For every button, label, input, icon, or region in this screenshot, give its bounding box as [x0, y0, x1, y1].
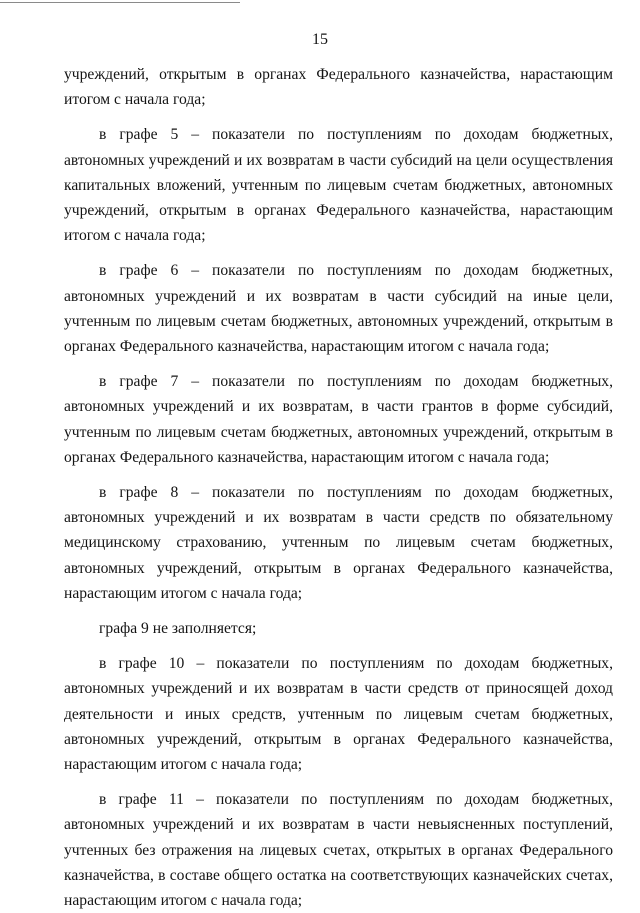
paragraph-column-9: графа 9 не заполняется; [99, 620, 257, 638]
paragraph-continuation: учреждений, открытым в органах Федерального казначейства, нарастающим итогом с начала года; [64, 66, 613, 109]
paragraph-column-11: в графе 11 – показатели по поступлениям по доходам бюджетных, автономных учреждений и их возвратам в части невыясненных поступлений, учтенных без отражения на лицевых счетах, открытых в органах Федерального казначейства, в составе общего остатка на соответствующих казначейских счетах, нарастающим итогом с начала года; [64, 791, 613, 910]
paragraph-column-6: в графе 6 – показатели по поступлениям по доходам бюджетных, автономных учреждений и их возвратам в части субсидий на иные цели, учтенным по лицевым счетам бюджетных, автономных учреждений, открытым в органах Федерального казначейства, нарастающим итогом с начала года; [64, 262, 613, 356]
paragraph-column-8: в графе 8 – показатели по поступлениям по доходам бюджетных, автономных учреждений и их возвратам в части средств по обязательному медицинскому страхованию, учтенным по лицевым счетам бюджетных, автономных учреждений, открытым в органах Федерального казначейства, нарастающим итогом с начала года; [64, 484, 613, 602]
paragraph-column-7: в графе 7 – показатели по поступлениям по доходам бюджетных, автономных учреждений и их возвратам, в части грантов в форме субсидий, учтенным по лицевым счетам бюджетных, автономных учреждений, открытым в органах Федерального казначейства, нарастающим итогом с начала года; [64, 373, 613, 466]
paragraph-column-10: в графе 10 – показатели по поступлениям по доходам бюджетных, автономных учреждений и их возвратам в части средств от приносящей доход деятельности и иных средств, учтенным по лицевым счетам бюджетных, автономных учреждений, открытым в органах Федерального казначейства, нарастающим итогом с начала года; [64, 655, 613, 774]
document-body [64, 62, 613, 913]
paragraph-column-5: в графе 5 – показатели по поступлениям по доходам бюджетных, автономных учреждений и их возвратам в части субсидий на цели осуществления капитальных вложений, учтенным по лицевым счетам бюджетных, автономных учреждений, открытым в органах Федерального казначейства, нарастающим итогом с начала года; [64, 126, 613, 245]
page-number: 15 [312, 31, 328, 48]
scan-edge-line [0, 2, 240, 3]
